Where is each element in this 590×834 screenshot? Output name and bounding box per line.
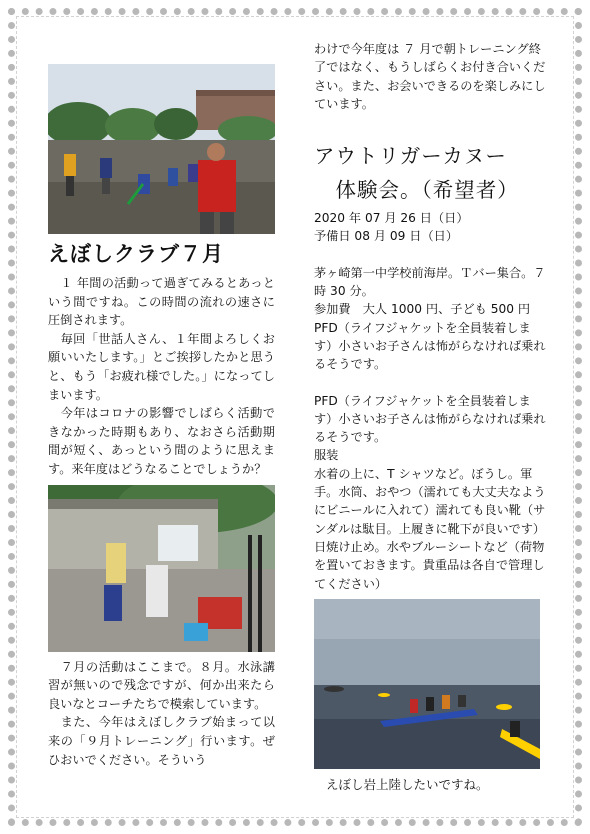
intro-text: わけで今年度は ７ 月で朝トレーニング終了ではなく、もうしばらくお付き合いください。また、お会いできるのを楽しみにしています。 bbox=[314, 42, 546, 111]
paragraph-1: １ 年間の活動って過ぎてみるとあっという間ですね。この時間の流れの速さに圧倒されます。 bbox=[48, 276, 275, 328]
canoe-title-line-2: 体験会。（希望者） bbox=[314, 178, 519, 203]
photo-poolside bbox=[48, 485, 275, 652]
pfd-note-2: PFD（ライフジャケットを全員装着します）小さいお子さんは怖がらなければ乗れるそうです。 bbox=[314, 393, 546, 445]
meeting-place: 茅ヶ崎第一中学校前海岸。Ｔバー集合。７時 30 分。 bbox=[314, 265, 546, 299]
photo-field-training bbox=[48, 64, 275, 234]
paragraph-2: 毎回「世話人さん、１年間よろしくお願いいたします。」とご挨拶したかと思うと、もう「お疲れ様でした。」になってしまいます。 bbox=[48, 331, 275, 402]
paragraph-5: また、今年はえぼしクラブ始まって以来の「９月トレーニング」行います。ぜひおいでください。そういう bbox=[48, 715, 275, 767]
paragraph-4: ７月の活動はここまで。８月。水泳講習が無いので残念ですが、何か出来たら良いなとコーチたちで模索しています。 bbox=[48, 659, 275, 711]
event-date: 2020 年 07 月 26 日（日） bbox=[314, 211, 469, 226]
left-column bbox=[48, 64, 275, 769]
club-title: えぼしクラブ７月 bbox=[48, 242, 224, 266]
clothing-heading: 服装 bbox=[314, 448, 339, 463]
clothing-list: 水着の上に、T シャツなど。ぼうし。軍手。水筒、おやつ（濡れても大丈夫なようにビニールに入れて）濡れても良い靴（サンダルは駄目。上履きに靴下が良いです）日焼け止め。水やブルーシートなど（荷物を置いておきます。貴重品は各自で管理してください） bbox=[314, 466, 546, 591]
paragraph-3: 今年はコロナの影響でしばらく活動できなかった時期もあり、なおさら活動期間が短く、あっという間のように思えます。来年度はどうなることでしょうか？ bbox=[48, 406, 275, 476]
right-column bbox=[314, 40, 546, 793]
canoe-title-line-1: アウトリガーカヌー bbox=[314, 144, 507, 169]
photo-outrigger-canoe bbox=[314, 599, 540, 769]
pfd-note-1: PFD（ライフジャケットを全員装着します）小さいお子さんは怖がらなければ乗れるそうです。 bbox=[314, 320, 546, 372]
participation-fee: 参加費 大人 1000 円、子ども 500 円 bbox=[314, 302, 531, 317]
photo-caption: えぼし岩上陸したいですね。 bbox=[326, 776, 489, 792]
backup-date: 予備日 08 月 09 日（日） bbox=[314, 229, 459, 244]
